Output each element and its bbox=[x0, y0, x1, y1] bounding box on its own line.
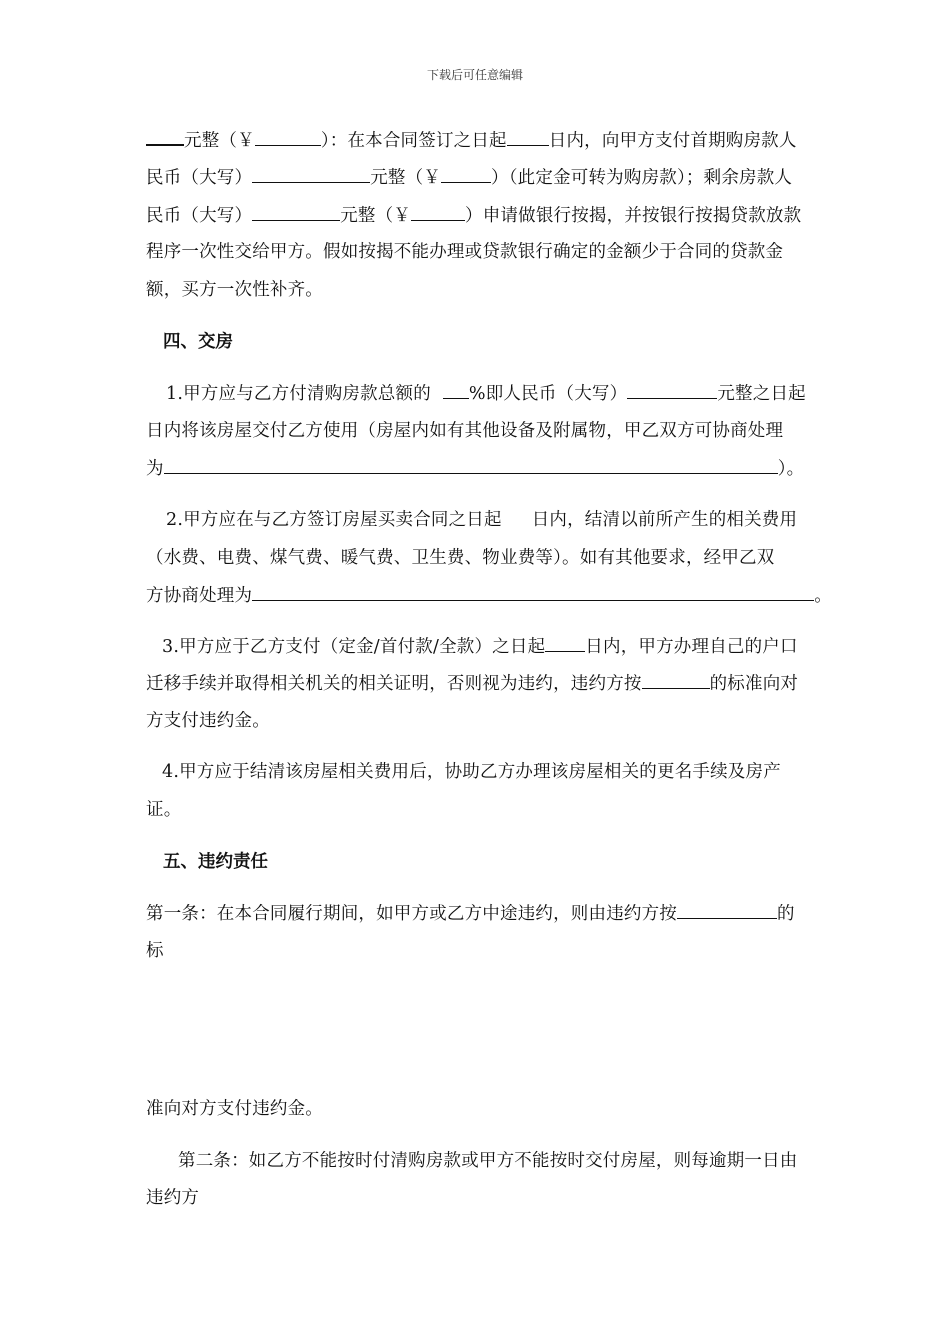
page-header-note: 下载后可任意编辑 bbox=[426, 68, 523, 82]
amount-blank bbox=[411, 203, 465, 221]
days-blank bbox=[507, 128, 549, 146]
amount-blank bbox=[252, 165, 370, 183]
article-2-line-2: 违约方 bbox=[146, 1188, 200, 1208]
standard-blank bbox=[677, 901, 777, 919]
clause-4-3-line-3: 方支付违约金。 bbox=[146, 711, 270, 731]
section-heading-liability: 五、违约责任 bbox=[163, 852, 268, 872]
clause-4-4-line-2: 证。 bbox=[146, 800, 182, 820]
amount-blank bbox=[627, 381, 717, 399]
section-heading-handover: 四、交房 bbox=[163, 332, 233, 352]
payment-line-1: 元整（￥ ）：在本合同签订之日起 日内，向甲方支付首期购房款人 bbox=[146, 127, 797, 153]
standard-blank bbox=[642, 671, 710, 689]
payment-line-2: 民币（大写） 元整（￥ ）（此定金可转为购房款）；剩余房款人 bbox=[146, 165, 792, 190]
article-2-line-1: 第二条：如乙方不能按时付清购房款或甲方不能按时交付房屋，则每逾期一日由 bbox=[178, 1151, 798, 1171]
article-1-line-1: 第一条：在本合同履行期间，如甲方或乙方中途违约，则由违约方按 的 bbox=[146, 901, 795, 926]
clause-4-4-line-1: 4.甲方应于结清该房屋相关费用后，协助乙方办理该房屋相关的更名手续及房产 bbox=[162, 762, 781, 782]
payment-line-3: 民币（大写） 元整（￥ ）申请做银行按揭，并按银行按揭贷款放款 bbox=[146, 203, 801, 228]
clause-4-3-line-2: 迁移手续并取得相关机关的相关证明，否则视为违约，违约方按 的标准向对 bbox=[146, 671, 798, 696]
amount-blank bbox=[252, 203, 340, 221]
clause-4-2-line-3: 方协商处理为 。 bbox=[146, 583, 832, 608]
days-blank bbox=[545, 634, 585, 652]
handling-blank bbox=[164, 456, 778, 474]
payment-line-5: 额，买方一次性补齐。 bbox=[146, 280, 323, 300]
payment-line-4: 程序一次性交给甲方。假如按揭不能办理或贷款银行确定的金额少于合同的贷款金 bbox=[146, 242, 784, 262]
percent-blank bbox=[443, 381, 469, 399]
article-1-line-2: 标 bbox=[146, 941, 164, 961]
clause-4-1-line-3: 为 ）。 bbox=[146, 456, 804, 481]
clause-4-2-line-1: 2.甲方应在与乙方签订房屋买卖合同之日起 日内，结清以前所产生的相关费用 bbox=[166, 510, 798, 530]
clause-4-1-line-2: 日内将该房屋交付乙方使用（房屋内如有其他设备及附属物，甲乙双方可协商处理 bbox=[146, 421, 784, 441]
amount-blank bbox=[441, 165, 491, 183]
amount-blank bbox=[255, 128, 321, 146]
clause-4-2-line-2: （水费、电费、煤气费、暖气费、卫生费、物业费等）。如有其他要求，经甲乙双 bbox=[146, 548, 775, 568]
clause-4-1-line-1: 1.甲方应与乙方付清购房款总额的 %即人民币（大写） 元整之日起 bbox=[166, 381, 806, 406]
amount-blank bbox=[146, 127, 184, 146]
clause-4-3-line-1: 3.甲方应于乙方支付（定金/首付款/全款）之日起 日内，甲方办理自己的户口 bbox=[162, 634, 798, 659]
article-1-line-3: 准向对方支付违约金。 bbox=[146, 1099, 323, 1119]
handling-blank bbox=[252, 583, 814, 601]
